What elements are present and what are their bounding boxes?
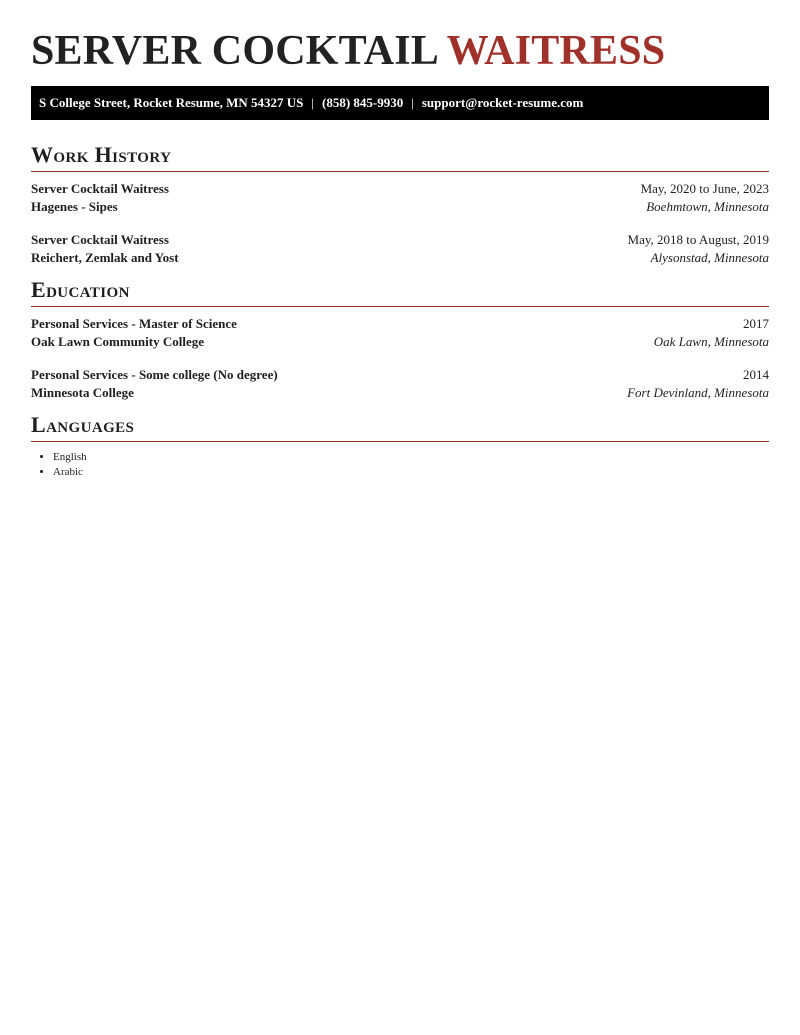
education-heading: Education <box>31 277 769 307</box>
education-location: Fort Devinland, Minnesota <box>627 385 769 400</box>
work-entry <box>31 231 769 267</box>
languages-section <box>31 412 769 480</box>
languages-list <box>31 450 769 480</box>
education-year: 2014 <box>743 367 769 382</box>
education-section <box>31 277 769 402</box>
education-degree: Personal Services - Some college (No degree) <box>31 367 278 382</box>
work-location: Boehmtown, Minnesota <box>646 199 769 214</box>
education-school: Oak Lawn Community College <box>31 334 204 349</box>
language-item: • English <box>53 450 769 465</box>
contact-email: support@rocket-resume.com <box>421 95 584 110</box>
education-entry <box>31 315 769 351</box>
education-location: Oak Lawn, Minnesota <box>653 334 769 349</box>
contact-bar <box>31 86 769 120</box>
resume-title <box>31 0 769 74</box>
work-role: Server Cocktail Waitress <box>31 181 169 196</box>
contact-phone: (858) 845-9930 <box>322 95 404 110</box>
work-entry <box>31 180 769 216</box>
education-degree: Personal Services - Master of Science <box>31 316 237 331</box>
contact-address: S College Street, Rocket Resume, MN 54327 US <box>39 95 304 110</box>
education-list <box>31 307 769 402</box>
work-dates: May, 2020 to June, 2023 <box>640 181 769 196</box>
work-history-section <box>31 142 769 267</box>
languages-heading: Languages <box>31 412 769 442</box>
education-year: 2017 <box>743 316 769 331</box>
work-employer: Reichert, Zemlak and Yost <box>31 250 179 265</box>
work-history-list <box>31 172 769 267</box>
work-dates: May, 2018 to August, 2019 <box>627 232 769 247</box>
title-job-name: SERVER COCKTAIL <box>31 28 437 74</box>
work-history-heading: Work History <box>31 142 769 172</box>
education-entry <box>31 366 769 402</box>
education-school: Minnesota College <box>31 385 134 400</box>
title-job-accent: WAITRESS <box>446 28 666 74</box>
work-employer: Hagenes - Sipes <box>31 199 118 214</box>
work-location: Alysonstad, Minnesota <box>650 250 769 265</box>
language-item: • Arabic <box>53 465 769 480</box>
work-role: Server Cocktail Waitress <box>31 232 169 247</box>
contact-separator: | <box>411 95 414 110</box>
contact-separator: | <box>311 95 315 110</box>
